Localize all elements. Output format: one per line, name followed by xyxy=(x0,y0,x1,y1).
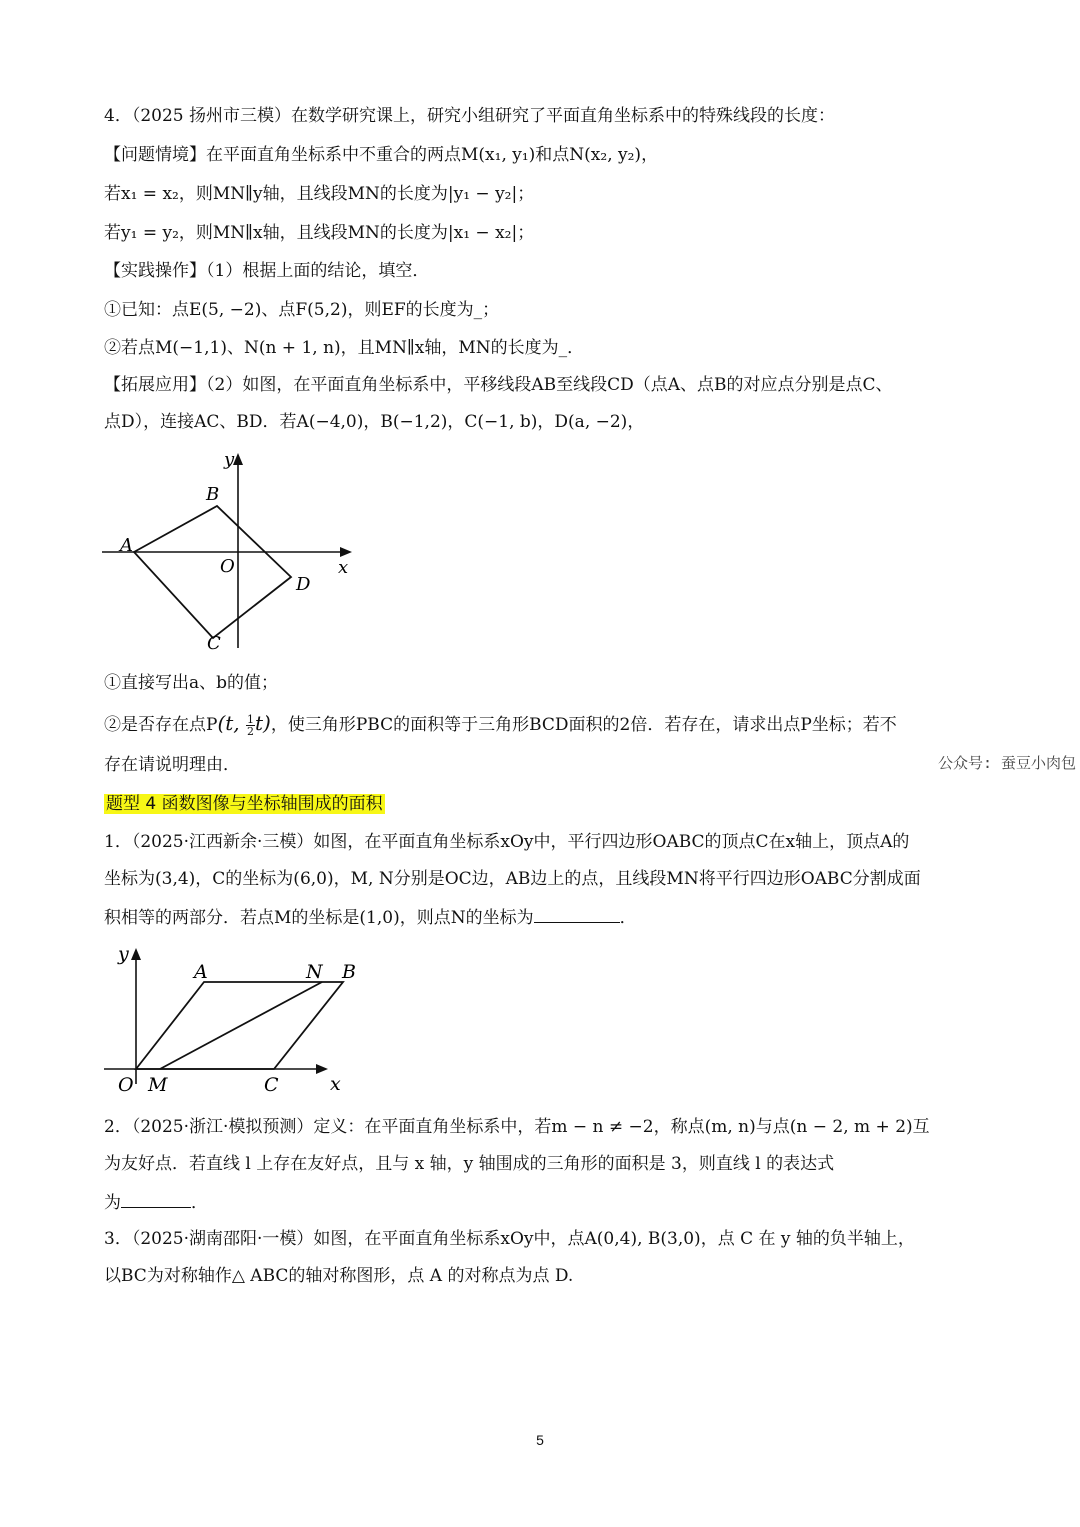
sub2-prefix: ②是否存在点P xyxy=(104,715,218,735)
sub-question-2-cont: 存在请说明理由． xyxy=(104,755,240,775)
s4-q2-line-3: 为 ． xyxy=(104,1189,208,1215)
answer-blank xyxy=(121,1189,191,1208)
extension-line-2: 点D），连接AC、BD．若A(−4,0)，B(−1,2)，C(−1, b)，D(a, −2)， xyxy=(104,412,645,432)
fig2-label-o: O xyxy=(118,1074,134,1096)
problem-situation: 【问题情境】在平面直角坐标系中不重合的两点M(x₁, y₁)和点N(x₂, y₂)， xyxy=(104,145,659,165)
fig2-label-n: N xyxy=(306,961,323,983)
fig1-label-o: O xyxy=(220,556,235,577)
fig2-label-b: B xyxy=(342,961,356,983)
question-1: ①已知：点E(5, −2)、点F(5,2)，则EF的长度为_； xyxy=(104,300,500,320)
condition-case-1: 若x₁ = x₂，则MN∥y轴，且线段MN的长度为|y₁ − y₂|； xyxy=(104,184,535,204)
problem-4-intro: 4．（2025 扬州市三模）在数学研究课上，研究小组研究了平面直角坐标系中的特殊线段的长度： xyxy=(104,106,835,126)
extension-line-1: 【拓展应用】（2）如图，在平面直角坐标系中，平移线段AB至线段CD（点A、点B的对应点分别是点C、 xyxy=(104,375,893,395)
fig2-label-a: A xyxy=(194,961,208,983)
section-title xyxy=(104,792,385,816)
s4-q1-line-2: 坐标为(3,4)，C的坐标为(6,0)，M, N分别是OC边，AB边上的点，且线段MN将平行四边形OABC分割成面 xyxy=(104,869,921,889)
fig1-label-d: D xyxy=(296,574,311,595)
sub-question-2 xyxy=(104,711,897,737)
condition-case-2: 若y₁ = y₂，则MN∥x轴，且线段MN的长度为|x₁ − x₂|； xyxy=(104,223,535,243)
sub-question-1: ①直接写出a、b的值； xyxy=(104,673,279,693)
fig2-label-y: y xyxy=(118,943,129,965)
s4-q2-line-1: 2．（2025·浙江·模拟预测）定义：在平面直角坐标系中，若m − n ≠ −2，称点(m, n)与点(n − 2, m + 2)互 xyxy=(104,1117,930,1137)
fig1-label-a: A xyxy=(120,535,133,556)
fig1-label-y: y xyxy=(224,449,235,470)
figure-parallelogram-diagram xyxy=(100,940,370,1100)
sub2-point-open: (t, xyxy=(217,711,247,735)
fig2-label-x: x xyxy=(330,1073,341,1095)
practice-heading: 【实践操作】（1）根据上面的结论，填空． xyxy=(104,261,430,281)
s4-q2-line-2: 为友好点．若直线 l 上存在友好点，且与 x 轴，y 轴围成的三角形的面积是 3，则直线 l 的表达式 xyxy=(104,1154,835,1174)
fig1-label-x: x xyxy=(338,557,349,578)
page-number: 5 xyxy=(536,1432,544,1448)
sub2-postfix: ，使三角形PBC的面积等于三角形BCD面积的2倍．若存在，请求出点P坐标；若不 xyxy=(270,715,897,735)
question-2: ②若点M(−1,1)、N(n + 1, n)，且MN∥x轴，MN的长度为_． xyxy=(104,338,585,358)
s4-q3-line-2: 以BC为对称轴作△ ABC的轴对称图形，点 A 的对称点为点 D. xyxy=(104,1266,574,1286)
sub2-point-close: t) xyxy=(255,711,271,735)
figure-translation-diagram xyxy=(100,445,360,655)
fig2-label-c: C xyxy=(264,1074,279,1096)
fig2-label-m: M xyxy=(148,1074,168,1096)
fig1-label-b: B xyxy=(206,484,220,505)
section-title-highlight: 题型 4 函数图像与坐标轴围成的面积 xyxy=(106,794,383,814)
sub2-fraction: $\frac{1}{2}$ xyxy=(247,713,255,738)
s4-q1-line-1: 1．（2025·江西新余·三模）如图，在平面直角坐标系xOy中，平行四边形OABC的顶点C在x轴上，顶点A的 xyxy=(104,832,910,852)
s4-q3-line-1: 3．（2025·湖南邵阳·一模）如图，在平面直角坐标系xOy中，点A(0,4), B(3,0)，点 C 在 y 轴的负半轴上， xyxy=(104,1229,915,1249)
wechat-watermark: 公众号: 蚕豆小肉包 xyxy=(937,754,1076,772)
fig1-label-c: C xyxy=(207,633,221,654)
answer-blank xyxy=(534,904,620,923)
s4-q1-line-3: 积相等的两部分．若点M的坐标是(1,0)，则点N的坐标为 ． xyxy=(104,904,637,930)
